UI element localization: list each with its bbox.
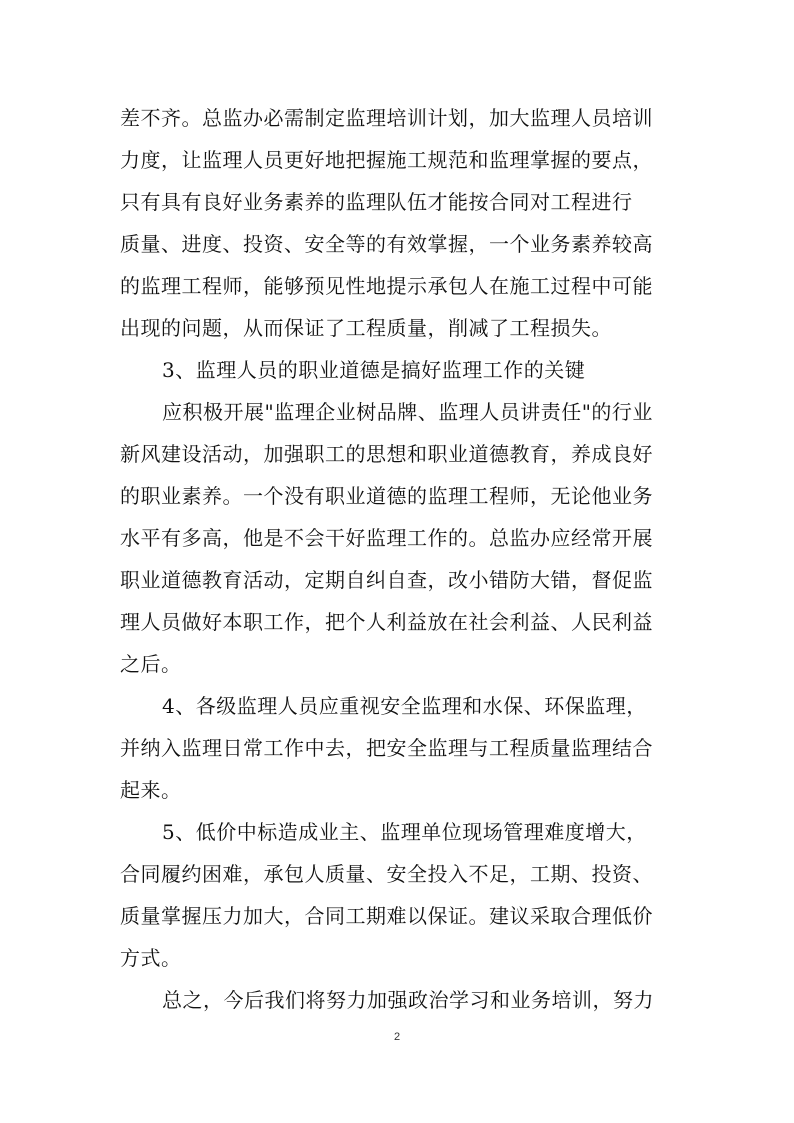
text-line: 水平有多高，他是不会干好监理工作的。总监办应经常开展 (120, 526, 653, 550)
text-line: 质量掌握压力加大，合同工期难以保证。建议采取合理低价 (120, 904, 653, 928)
text-line: 质量、进度、投资、安全等的有效掌握，一个业务素养较高 (120, 232, 653, 256)
text-line: 职业道德教育活动，定期自纠自查，改小错防大错，督促监 (120, 568, 653, 592)
page-number: 2 (393, 1031, 401, 1043)
text-line: 总之，今后我们将努力加强政治学习和业务培训，努力 (162, 988, 654, 1012)
text-line: 合同履约困难，承包人质量、安全投入不足，工期、投资、 (120, 862, 653, 886)
text-line: 只有具有良好业务素养的监理队伍才能按合同对工程进行 (120, 190, 633, 214)
text-line: 起来。 (120, 778, 182, 802)
text-line: 之后。 (120, 652, 182, 676)
text-line: 差不齐。总监办必需制定监理培训计划，加大监理人员培训 (120, 106, 653, 130)
text-line: 应积极开展"监理企业树品牌、监理人员讲责任"的行业 (162, 400, 653, 424)
text-line: 并纳入监理日常工作中去，把安全监理与工程质量监理结合 (120, 736, 653, 760)
text-line: 的监理工程师，能够预见性地提示承包人在施工过程中可能 (120, 274, 653, 298)
text-line: 方式。 (120, 946, 182, 970)
text-line: 5、低价中标造成业主、监理单位现场管理难度增大， (162, 820, 647, 844)
text-line: 新风建设活动，加强职工的思想和职业道德教育，养成良好 (120, 442, 653, 466)
text-line: 4、各级监理人员应重视安全监理和水保、环保监理， (162, 694, 647, 718)
text-line: 理人员做好本职工作，把个人利益放在社会利益、人民利益 (120, 610, 653, 634)
text-line: 的职业素养。一个没有职业道德的监理工程师，无论他业务 (120, 484, 653, 508)
text-line: 出现的问题，从而保证了工程质量，削减了工程损失。 (120, 316, 612, 340)
section-heading: 3、监理人员的职业道德是搞好监理工作的关键 (162, 358, 586, 382)
text-line: 力度，让监理人员更好地把握施工规范和监理掌握的要点， (120, 148, 653, 172)
